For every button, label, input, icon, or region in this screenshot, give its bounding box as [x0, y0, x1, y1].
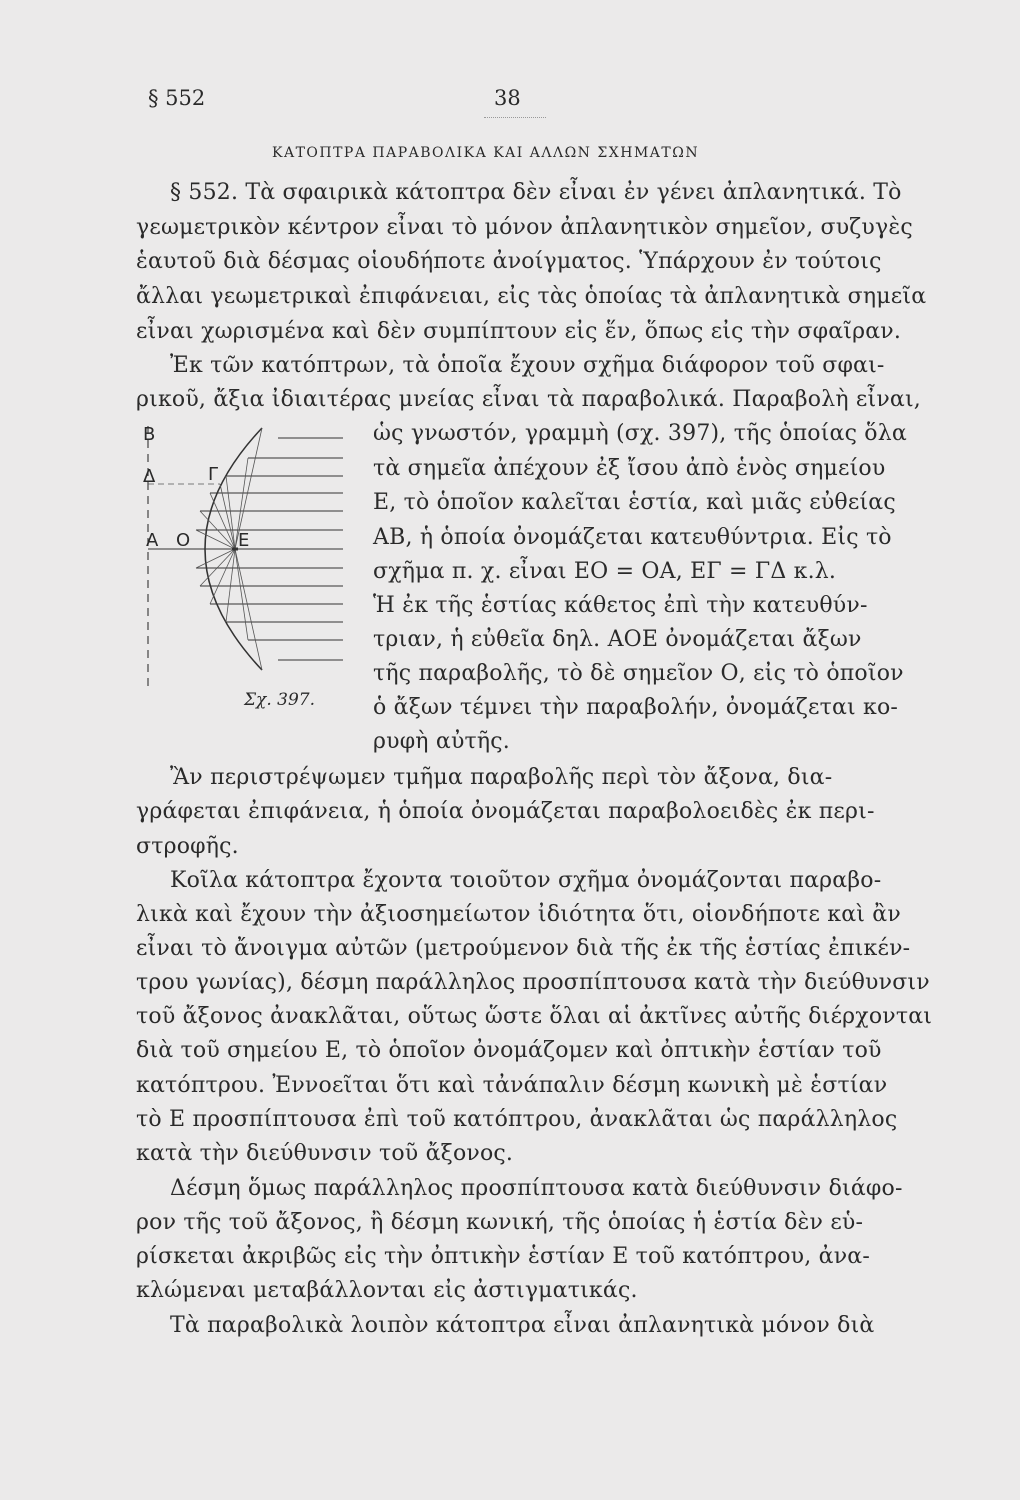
text-line: ἄλλαι γεωμετρικαὶ ἐπιφάνειαι, εἰς τὰς ὁποίας τὰ ἀπλανητικὰ σημεῖα [136, 284, 927, 309]
label-d: Δ [143, 466, 156, 487]
text-line: ρίσκεται ἀκριβῶς εἰς τὴν ὀπτικὴν ἑστίαν Ε τοῦ κατόπτρου, ἀνα- [136, 1244, 870, 1269]
page-number: 38 [494, 86, 521, 110]
text-line: § 552. Τὰ σφαιρικὰ κάτοπτρα δὲν εἶναι ἐν γένει ἀπλανητικά. Τὸ [170, 180, 902, 205]
parabola-diagram [138, 418, 348, 713]
text-line: Ἂν περιστρέψωμεν τμῆμα παραβολῆς περὶ τὸν ἄξονα, δια- [170, 765, 833, 790]
label-g: Γ [208, 464, 219, 485]
text-line: τοῦ ἄξονος ἀνακλᾶται, οὕτως ὥστε ὅλαι αἱ ἀκτῖνες αὐτῆς διέρχονται [136, 1004, 933, 1029]
header-rule [484, 117, 546, 118]
text-line: Ε, τὸ ὁποῖον καλεῖται ἑστία, καὶ μιᾶς εὐθείας [373, 490, 896, 515]
text-line: ἑαυτοῦ διὰ δέσμας οἱουδήποτε ἀνοίγματος. Ὑπάρχουν ἐν τούτοις [136, 249, 882, 274]
section-ref: § 552 [148, 86, 206, 110]
text-line: Δέσμη ὅμως παράλληλος προσπίπτουσα κατὰ διεύθυνσιν διάφο- [170, 1176, 903, 1201]
label-a: Α [146, 530, 159, 551]
label-e: Ε [238, 530, 250, 551]
text-line: σχῆμα π. χ. εἶναι ΕΟ = ΟΑ, ΕΓ = ΓΔ κ.λ. [373, 559, 837, 584]
running-title: ΚΑΤΟΠΤΡΑ ΠΑΡΑΒΟΛΙΚΑ ΚΑΙ ΑΛΛΩΝ ΣΧΗΜΑΤΩΝ [272, 145, 700, 161]
text-line: εἶναι χωρισμένα καὶ δὲν συμπίπτουν εἰς ἕν, ὅπως εἰς τὴν σφαῖραν. [136, 319, 902, 344]
text-line: λικὰ καὶ ἔχουν τὴν ἀξιοσημείωτον ἰδιότητα ὅτι, οἱονδήποτε καὶ ἂν [136, 902, 901, 927]
label-o: Ο [176, 530, 191, 551]
figure-caption: Σχ. 397. [244, 690, 315, 710]
text-line: Ἐκ τῶν κατόπτρων, τὰ ὁποῖα ἔχουν σχῆμα διάφορον τοῦ σφαι- [170, 353, 885, 378]
text-line: γεωμετρικὸν κέντρον εἶναι τὸ μόνον ἀπλανητικὸν σημεῖον, συζυγὲς [136, 215, 913, 240]
text-line: ΑΒ, ἡ ὁποία ὀνομάζεται κατευθύντρια. Εἰς τὸ [373, 525, 892, 550]
text-line: Κοῖλα κάτοπτρα ἔχοντα τοιοῦτον σχῆμα ὀνομάζονται παραβο- [170, 868, 882, 893]
text-line: ὁ ἄξων τέμνει τὴν παραβολήν, ὀνομάζεται κο- [373, 695, 899, 720]
text-line: στροφῆς. [136, 834, 239, 859]
text-line: Ἡ ἐκ τῆς ἑστίας κάθετος ἐπὶ τὴν κατευθύν- [373, 593, 868, 618]
text-line: τὰ σημεῖα ἀπέχουν ἐξ ἴσου ἀπὸ ἑνὸς σημείου [373, 456, 886, 481]
text-line: ρυφὴ αὐτῆς. [373, 729, 510, 754]
text-line: εἶναι τὸ ἄνοιγμα αὐτῶν (μετρούμενον διὰ τῆς ἐκ τῆς ἑστίας ἐπικέν- [136, 936, 911, 961]
text-line: ὡς γνωστόν, γραμμὴ (σχ. 397), τῆς ὁποίας ὅλα [373, 421, 907, 446]
text-line: τῆς παραβολῆς, τὸ δὲ σημεῖον Ο, εἰς τὸ ὁποῖον [373, 661, 904, 686]
text-line: τὸ Ε προσπίπτουσα ἐπὶ τοῦ κατόπτρου, ἀνακλᾶται ὡς παράλληλος [136, 1107, 898, 1132]
text-line: διὰ τοῦ σημείου Ε, τὸ ὁποῖον ὀνομάζομεν καὶ ὀπτικὴν ἑστίαν τοῦ [136, 1038, 882, 1063]
text-line: Τὰ παραβολικὰ λοιπὸν κάτοπτρα εἶναι ἀπλανητικὰ μόνον διὰ [170, 1313, 875, 1338]
text-line: κατὰ τὴν διεύθυνσιν τοῦ ἄξονος. [136, 1141, 514, 1166]
text-line: ρικοῦ, ἄξια ἰδιαιτέρας μνείας εἶναι τὰ παραβολικά. Παραβολὴ εἶναι, [136, 387, 921, 412]
text-line: κατόπτρου. Ἐννοεῖται ὅτι καὶ τἀνάπαλιν δέσμη κωνικὴ μὲ ἑστίαν [136, 1073, 888, 1098]
text-line: γράφεται ἐπιφάνεια, ἡ ὁποία ὀνομάζεται παραβολοειδὲς ἐκ περι- [136, 799, 875, 824]
text-line: κλώμεναι μεταβάλλονται εἰς ἀστιγματικάς. [136, 1278, 638, 1303]
parabola-figure [138, 418, 348, 717]
text-line: τριαν, ἡ εὐθεῖα δηλ. ΑΟΕ ὀνομάζεται ἄξων [373, 627, 862, 652]
label-b: Β [143, 424, 156, 445]
text-line: τρου γωνίας), δέσμη παράλληλος προσπίπτουσα κατὰ τὴν διεύθυνσιν [136, 970, 930, 995]
text-line: ρον τῆς τοῦ ἄξονος, ἢ δέσμη κωνική, τῆς ὁποίας ἡ ἑστία δὲν εὑ- [136, 1210, 864, 1235]
